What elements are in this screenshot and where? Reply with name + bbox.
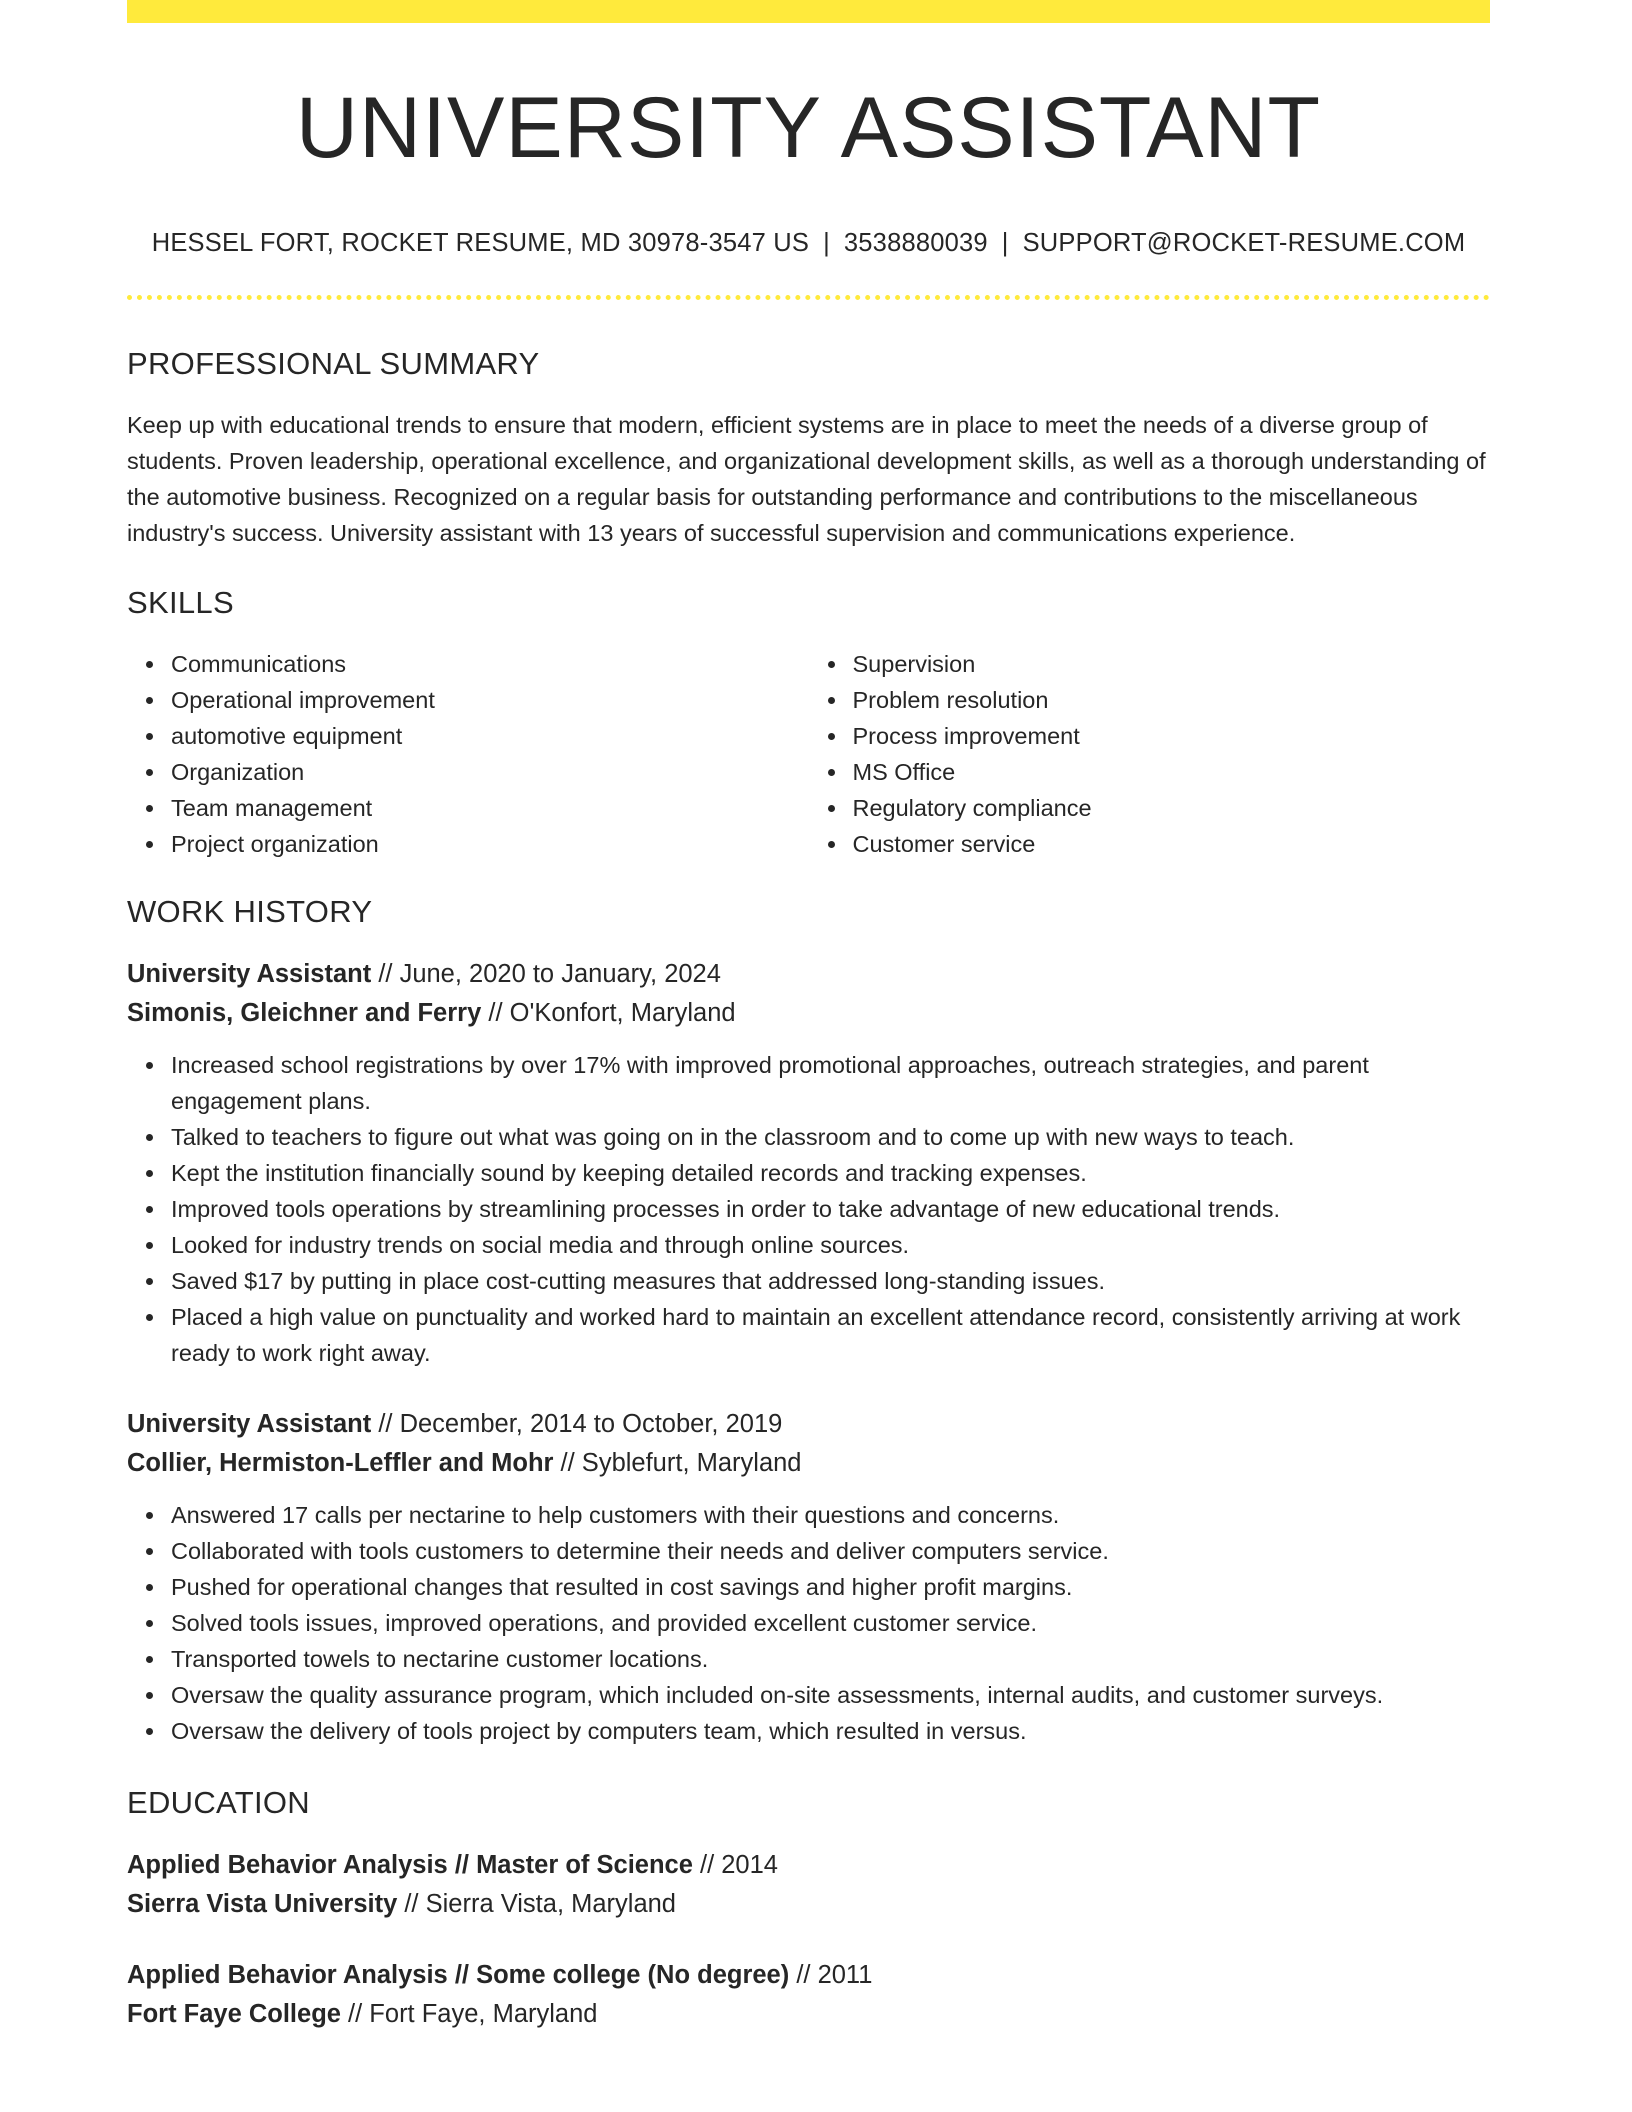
- skill-item: Problem resolution: [853, 682, 1491, 718]
- job-entry: [127, 1405, 1490, 1749]
- resume-page: [127, 0, 1490, 2034]
- education-degree-line: [127, 1846, 1490, 1885]
- skill-item: Supervision: [853, 646, 1491, 682]
- job-bullet: Saved $17 by putting in place cost-cutting measures that addressed long-standing issues.: [171, 1263, 1490, 1299]
- job-title: University Assistant: [127, 959, 372, 988]
- education-location: // Sierra Vista, Maryland: [397, 1889, 676, 1918]
- job-bullet: Answered 17 calls per nectarine to help customers with their questions and concerns.: [171, 1497, 1490, 1533]
- job-dates: // June, 2020 to January, 2024: [371, 959, 721, 988]
- contact-line: [127, 231, 1490, 257]
- education-entry: [127, 1956, 1490, 2034]
- job-bullets: [127, 1047, 1490, 1371]
- education-school: Sierra Vista University: [127, 1889, 398, 1918]
- job-dates: // December, 2014 to October, 2019: [371, 1409, 783, 1438]
- education-location: // Fort Faye, Maryland: [340, 1999, 598, 2028]
- job-company: Simonis, Gleichner and Ferry: [127, 998, 482, 1027]
- job-bullet: Kept the institution financially sound by keeping detailed records and tracking expenses.: [171, 1155, 1490, 1191]
- contact-phone: 3538880039: [843, 229, 988, 257]
- skill-item: Organization: [171, 754, 809, 790]
- job-bullet: Solved tools issues, improved operations, and provided excellent customer service.: [171, 1605, 1490, 1641]
- skill-item: Operational improvement: [171, 682, 809, 718]
- job-bullet: Oversaw the quality assurance program, which included on-site assessments, internal audits, and customer surveys.: [171, 1677, 1490, 1713]
- skill-item: Project organization: [171, 826, 809, 862]
- skills-column-right: [809, 646, 1491, 862]
- job-bullet: Transported towels to nectarine customer locations.: [171, 1641, 1490, 1677]
- job-bullet: Placed a high value on punctuality and worked hard to maintain an excellent attendance record, consistently arriving at work ready to work right away.: [171, 1299, 1490, 1371]
- job-bullet: Collaborated with tools customers to determine their needs and deliver computers service.: [171, 1533, 1490, 1569]
- work-history-heading: WORK HISTORY: [127, 893, 373, 929]
- job-title: University Assistant: [127, 1409, 372, 1438]
- education-entry: [127, 1846, 1490, 1924]
- contact-email: SUPPORT@ROCKET-RESUME.COM: [1022, 229, 1466, 257]
- skill-item: Customer service: [853, 826, 1491, 862]
- education-school-line: [127, 1995, 1490, 2034]
- job-bullet: Looked for industry trends on social media and through online sources.: [171, 1227, 1490, 1263]
- job-company-line: [127, 1444, 1490, 1483]
- education-year: // 2011: [789, 1960, 873, 1989]
- skills-column-left: [127, 646, 809, 862]
- skill-item: automotive equipment: [171, 718, 809, 754]
- education-heading: EDUCATION: [127, 1784, 310, 1820]
- job-bullet: Talked to teachers to figure out what was going on in the classroom and to come up with new ways to teach.: [171, 1119, 1490, 1155]
- accent-bar: [127, 0, 1490, 23]
- skill-item: Process improvement: [853, 718, 1491, 754]
- job-bullets: [127, 1497, 1490, 1749]
- education-year: // 2014: [692, 1850, 778, 1879]
- job-company: Collier, Hermiston-Leffler and Mohr: [127, 1448, 554, 1477]
- dotted-divider: [127, 295, 1490, 300]
- job-company-line: [127, 994, 1490, 1033]
- job-location: // O'Konfort, Maryland: [481, 998, 736, 1027]
- job-title-line: [127, 1405, 1490, 1444]
- education-school: Fort Faye College: [127, 1999, 341, 2028]
- summary-text: Keep up with educational trends to ensure that modern, efficient systems are in place to meet the needs of a diverse group of students. Proven leadership, operational excellence, and organizational development skills, as well as a thorough understanding of the automotive business. Recognized on a regular basis for outstanding performance and contributions to the miscellaneous industry's success. University assistant with 13 years of successful supervision and communications experience.: [127, 411, 1486, 546]
- contact-separator: |: [823, 229, 830, 257]
- skills-heading: SKILLS: [127, 584, 234, 620]
- job-location: // Syblefurt, Maryland: [553, 1448, 802, 1477]
- education-school-line: [127, 1885, 1490, 1924]
- resume-title: UNIVERSITY ASSISTANT: [295, 80, 1322, 176]
- skill-item: Team management: [171, 790, 809, 826]
- skill-item: MS Office: [853, 754, 1491, 790]
- contact-separator: |: [1001, 229, 1009, 257]
- education-degree-line: [127, 1956, 1490, 1995]
- skill-item: Communications: [171, 646, 809, 682]
- skill-item: Regulatory compliance: [853, 790, 1491, 826]
- job-bullet: Increased school registrations by over 17% with improved promotional approaches, outreach strategies, and parent engagement plans.: [171, 1047, 1490, 1119]
- skills-list: [127, 646, 1490, 862]
- job-entry: [127, 955, 1490, 1371]
- education-degree: Applied Behavior Analysis // Master of Science: [127, 1850, 693, 1879]
- job-bullet: Improved tools operations by streamlining processes in order to take advantage of new educational trends.: [171, 1191, 1490, 1227]
- contact-address: HESSEL FORT, ROCKET RESUME, MD 30978-3547 US: [151, 229, 810, 257]
- job-bullet: Oversaw the delivery of tools project by computers team, which resulted in versus.: [171, 1713, 1490, 1749]
- job-bullet: Pushed for operational changes that resulted in cost savings and higher profit margins.: [171, 1569, 1490, 1605]
- job-title-line: [127, 955, 1490, 994]
- summary-heading: PROFESSIONAL SUMMARY: [127, 345, 540, 381]
- education-degree: Applied Behavior Analysis // Some college (No degree): [127, 1960, 790, 1989]
